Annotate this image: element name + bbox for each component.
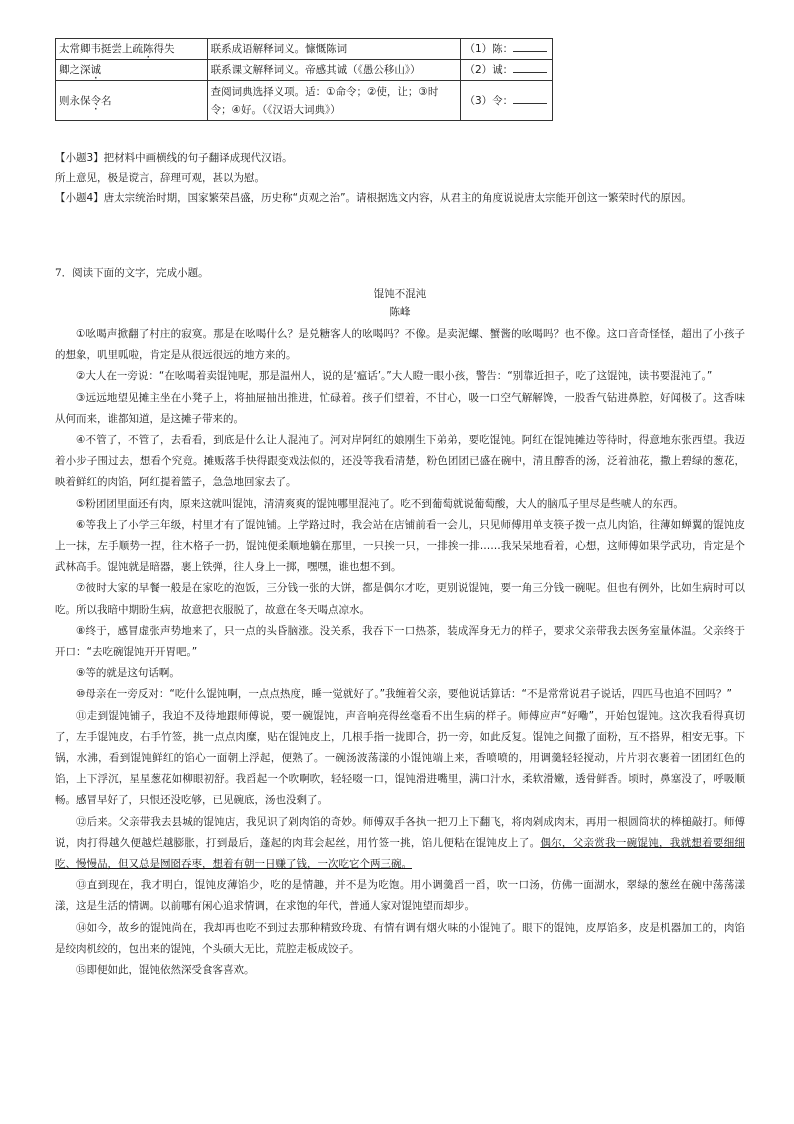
article-title: 馄饨不混沌 xyxy=(373,288,427,300)
question-3-sentence: 所上意见，极是谠言，辞理可观，甚以为慰。 xyxy=(55,172,265,184)
article-body xyxy=(55,324,745,981)
article-paragraph: ④不管了，不管了，去看看，到底是什么让人混沌了。河对岸阿红的娘刚生下弟弟，要吃馄饨。阿红在馄饨摊边等待时，得意地东张西望。我迈着小步子围过去，想看个究竟。摊贩落手快得跟变戏法似的，还没等我看清楚，粉色团团已盛在碗中，清且醇香的汤，泛着油花，撒上碧绿的葱花，映着鲜红的肉馅，阿红提着篮子，急急地回家去了。 xyxy=(55,434,745,489)
table-cell-answer: （1）陈： xyxy=(461,39,553,60)
table-cell-phrase: 卿之深诚 xyxy=(56,60,208,81)
article-paragraph: ⑥等我上了小学三年级，村里才有了馄饨铺。上学路过时，我会站在店铺前看一会儿，只见师傅用单支筷子拨一点儿肉馅，往薄如蝉翼的馄饨皮上一抹，左手顺势一捏，往木格子一扔，馄饨便柔顺地躺在那里，一只挨一只，一排挨一排……我呆呆地看着，心想，这师傅如果学武功，肯定是个武林高手。馄饨就是暗器，裹上铁弹，往人身上一掷，嘿嘿，谁也想不到。 xyxy=(55,518,745,574)
question-3: 【小题3】把材料中画横线的句子翻译成现代汉语。 xyxy=(55,152,293,164)
article-paragraph: ⑭如今，故乡的馄饨尚在，我却再也吃不到过去那种精致玲珑、有情有调有烟火味的小馄饨了。眼下的馄饨，皮厚馅多，皮是机器加工的，肉馅是绞肉机绞的，包出来的馄饨，个头硕大无比，荒腔走板成饺子。 xyxy=(55,921,745,955)
article-paragraph: ⑫后来。父亲带我去县城的馄饨店，我见识了剁肉馅的奇妙。师傅双手各执一把刀上下翻飞，将肉剁成肉末，再用一根圆筒状的棒槌敲打。师傅说，肉打得越久便越烂越膨胀，打到最后，蓬起的肉茸会起丝，用竹签一挑，馅儿便粘在馄饨皮上了。偶尔，父亲赏我一碗馄饨，我就想着要细细吃、慢慢品，但又总是囫囵吞枣，想着有朝一日赚了钱，一次吃它个两三碗。 xyxy=(55,815,746,871)
article-paragraph: ⑤粉团团里面还有肉，原来这就叫馄饨，清清爽爽的馄饨哪里混沌了。吃不到葡萄就说葡萄酸，大人的脑瓜子里尽是些唬人的东西。 xyxy=(76,497,684,510)
table-row xyxy=(56,60,553,81)
answer-blank[interactable] xyxy=(513,41,547,52)
dotted-character: 陈 xyxy=(143,43,154,55)
article-paragraph: ⑩母亲在一旁反对：“吃什么馄饨啊，一点点热度，睡一觉就好了。”我缠着父亲，要他说话算话：“不是常常说君子说话，四匹马也追不回吗？” xyxy=(76,688,732,701)
table-cell-method: 联系课文解释词义。帝感其诚（《愚公移山》） xyxy=(207,60,461,81)
article-paragraph: ⑧终于，感冒虚张声势地来了，只一点的头昏脑涨。没关系，我吞下一口热茶，装成浑身无力的样子，要求父亲带我去医务室量体温。父亲终于开口：“去吃碗馄饨开开胃吧。” xyxy=(55,624,745,659)
answer-blank[interactable] xyxy=(513,62,547,73)
table-row xyxy=(56,39,553,60)
article-paragraph: ⑦彼时大家的早餐一般是在家吃的泡饭，三分钱一张的大饼，都是偶尔才吃，更别说馄饨，要一角三分钱一碗呢。但也有例外，比如生病时可以吃。所以我暗中期盼生病，故意把衣服脱了，故意在冬天喝点凉水。 xyxy=(55,582,745,616)
article-paragraph: ①吆喝声掀翻了村庄的寂寞。那是在吆喝什么？是兑糖客人的吆喝吗？不像。是卖泥螺、蟹酱的吆喝吗？也不像。这口音奇怪怪，超出了小孩子的想象，叽里呱啦，肯定是从很远很远的地方来的。 xyxy=(55,328,745,362)
article-paragraph: ⑮即便如此，馄饨依然深受食客喜欢。 xyxy=(76,964,255,977)
table-cell-phrase: 则永保令名 xyxy=(56,81,208,121)
question-4: 【小题4】唐太宗统治时期，国家繁荣昌盛，历史称“贞观之治”。请根据选文内容，从君主的角度说说唐太宗能开创这一繁荣时代的原因。 xyxy=(55,192,693,204)
dotted-character: 令 xyxy=(90,94,101,107)
article-paragraph: ②大人在一旁说：“在吆喝着卖馄饨呢，那是温州人，说的是‘瘟话’。”大人瞪一眼小孩，警告：“别靠近担子，吃了这馄饨，读书要混沌了。” xyxy=(76,370,713,383)
vocab-table xyxy=(55,38,553,121)
dotted-character: 诚 xyxy=(90,64,101,76)
article-author: 陈峰 xyxy=(389,306,411,318)
article-paragraph: ⑬直到现在，我才明白，馄饨皮薄馅少，吃的是情趣，并不是为吃饱。用小调羹舀一舀，吹一口汤，仿佛一面湖水，翠绿的葱丝在碗中荡荡漾漾，这是生活的情调。以前哪有闲心追求情调，在求饱的年代，普通人家对馄饨望而却步。 xyxy=(55,879,745,913)
underlined-sentence: 偶尔，父亲赏我一碗馄饨，我就想着要细细吃、慢慢品，但又总是囫囵吞枣，想着有朝一日赚了钱，一次吃它个两三碗。 xyxy=(55,836,746,871)
table-cell-answer: （2）诚： xyxy=(461,60,553,81)
article-paragraph: ③远远地望见摊主坐在小凳子上，将抽屉抽出推进，忙碌着。孩子们望着，不甘心，吸一口空气解解馋，一股香气钻进鼻腔，好闻极了。这香味从何而来，谁都知道，是这摊子带来的。 xyxy=(55,391,745,425)
table-cell-answer: （3）令： xyxy=(461,81,553,121)
table-cell-phrase: 太常卿韦挺尝上疏陈得失 xyxy=(56,39,208,60)
table-cell-method: 查阅词典选择义项。适：①命令；②使，让；③时令；④好。（《汉语大词典》） xyxy=(207,81,461,121)
answer-blank[interactable] xyxy=(513,93,547,104)
section-heading: 7．阅读下面的文字，完成小题。 xyxy=(55,267,209,279)
table-cell-method: 联系成语解释词义。慷慨陈词 xyxy=(207,39,461,60)
table-row xyxy=(56,81,553,121)
article-paragraph: ⑨等的就是这句话啊。 xyxy=(76,667,180,680)
article-paragraph: ⑪走到馄饨铺子，我迫不及待地跟师傅说，要一碗馄饨，声音响亮得丝毫看不出生病的样子。师傅应声“好嘞”，开始包馄饨。这次我看得真切了，左手馄饨皮，右手竹签，挑一点点肉糜，贴在馄饨皮上，几根手指一拢即合，扔一旁，如此反复。馄饨之间撒了面粉，互不搭界，相安无事。下锅，水沸，看到馄饨鲜红的馅心一面朝上浮起，便熟了。一碗汤波荡漾的小馄饨端上来，香喷喷的，用调羹轻轻搅动，片片羽衣裹着一团团红色的馅，上下浮沉，星星葱花如柳眼初舒。我舀起一个吹啊吹，轻轻啜一口，馄饨滑进嘴里，满口汁水，柔软滑嫩，透骨鲜香。顷时，鼻塞没了，呼吸顺畅。感冒早好了，只恨还没吃够，已见碗底，汤也没剩了。 xyxy=(55,709,745,807)
